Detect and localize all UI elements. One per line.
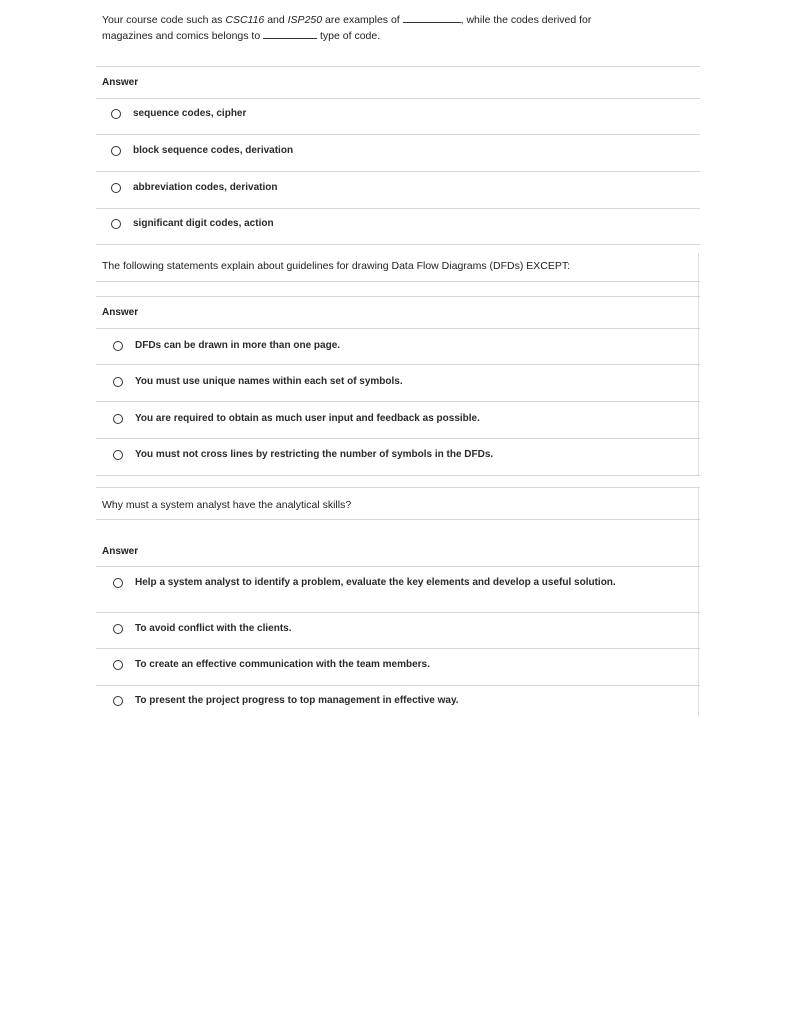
radio-icon[interactable] — [113, 414, 123, 424]
answer-label: Answer — [102, 307, 139, 318]
radio-icon[interactable] — [113, 696, 123, 706]
q2-option-3[interactable]: You are required to obtain as much user input and feedback as possible. — [96, 412, 700, 426]
radio-icon[interactable] — [113, 578, 123, 588]
q2-option-1[interactable]: DFDs can be drawn in more than one page. — [96, 339, 700, 353]
radio-icon[interactable] — [111, 183, 121, 193]
q3-option-3[interactable]: To create an effective communication with the team members. — [96, 658, 700, 672]
radio-icon[interactable] — [113, 660, 123, 670]
q1-option-1[interactable]: sequence codes, cipher — [96, 107, 700, 121]
radio-icon[interactable] — [113, 450, 123, 460]
q3-option-4[interactable]: To present the project progress to top management in effective way. — [96, 694, 700, 708]
q3-option-1[interactable]: Help a system analyst to identify a problem, evaluate the key elements and develop a useful solution. — [96, 576, 700, 589]
question-2 — [96, 245, 700, 477]
radio-icon[interactable] — [113, 377, 123, 387]
blank-2 — [263, 38, 317, 39]
radio-icon[interactable] — [113, 624, 123, 634]
question-3 — [96, 487, 700, 719]
radio-icon[interactable] — [111, 146, 121, 156]
radio-icon[interactable] — [111, 219, 121, 229]
course-code-example-2: ISP250 — [287, 14, 323, 26]
question-1 — [96, 0, 700, 245]
answer-label: Answer — [102, 546, 139, 557]
blank-1 — [403, 22, 461, 23]
question-3-text: Why must a system analyst have the analytical skills? — [102, 499, 352, 511]
q1-option-4[interactable]: significant digit codes, action — [96, 217, 700, 231]
q2-option-2[interactable]: You must use unique names within each set of symbols. — [96, 375, 700, 389]
q3-option-2[interactable]: To avoid conflict with the clients. — [96, 622, 700, 636]
question-2-text: The following statements explain about guidelines for drawing Data Flow Diagrams (DFDs) EXCEPT: — [102, 260, 571, 272]
q2-option-4[interactable]: You must not cross lines by restricting the number of symbols in the DFDs. — [96, 448, 700, 462]
q1-option-2[interactable]: block sequence codes, derivation — [96, 144, 700, 158]
radio-icon[interactable] — [113, 341, 123, 351]
question-1-text: Your course code such as CSC116 and ISP250 are examples of , while the codes derived for magazines and comics belongs to type of code. — [102, 14, 592, 42]
answer-label: Answer — [102, 77, 139, 88]
course-code-example-1: CSC116 — [225, 14, 265, 26]
q1-option-3[interactable]: abbreviation codes, derivation — [96, 181, 700, 195]
radio-icon[interactable] — [111, 109, 121, 119]
